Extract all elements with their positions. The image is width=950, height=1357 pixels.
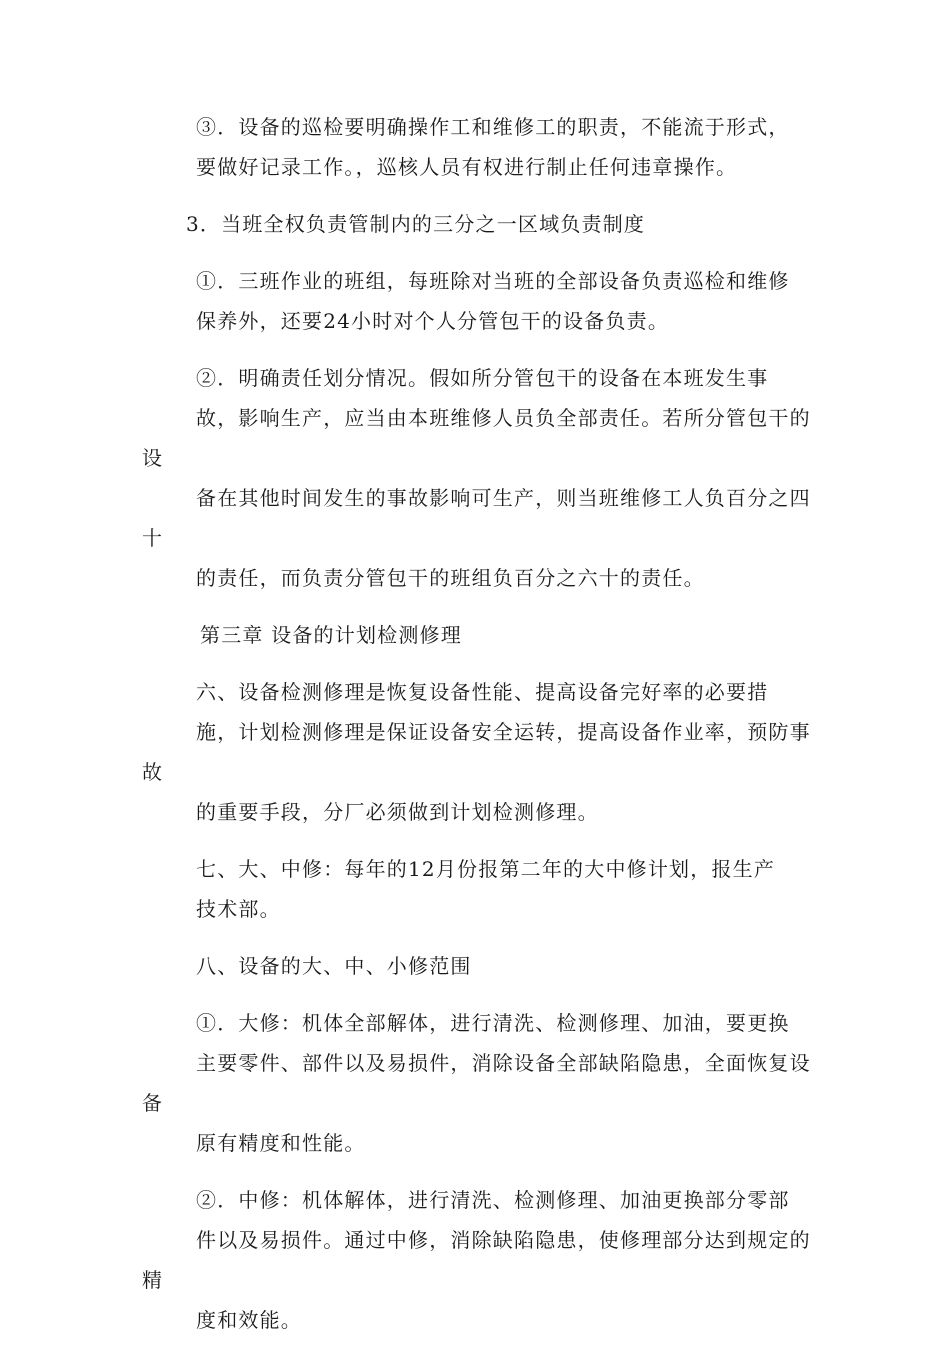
text-line: 度和效能。: [196, 1308, 302, 1332]
paragraph-item-seven: [142, 849, 812, 929]
paragraph-item-eight: [142, 946, 812, 986]
text-line: ①．三班作业的班组，每班除对当班的全部设备负责巡检和维修: [196, 269, 790, 293]
text-line: 件以及易损件。通过中修，消除缺陷隐患，使修理部分达到规定的精: [142, 1228, 811, 1292]
text-line: 原有精度和性能。: [196, 1131, 366, 1155]
text-line: 的重要手段，分厂必须做到计划检测修理。: [196, 800, 599, 824]
text-line: ②．中修：机体解体，进行清洗、检测修理、加油更换部分零部: [196, 1188, 790, 1212]
paragraph-inspection-duties: [142, 107, 812, 187]
text-line: 六、设备检测修理是恢复设备性能、提高设备完好率的必要措: [196, 680, 769, 704]
text-line: 技术部。: [196, 897, 281, 921]
text-line: 备在其他时间发生的事故影响可生产，则当班维修工人负百分之四十: [142, 486, 811, 550]
text-line: 保养外，还要24小时对个人分管包干的设备负责。: [196, 309, 670, 333]
text-line: 七、大、中修：每年的12月份报第二年的大中修计划，报生产: [196, 857, 776, 881]
text-line: 施，计划检测修理是保证设备安全运转，提高设备作业率，预防事故: [142, 720, 811, 784]
text-line: 故，影响生产，应当由本班维修人员负全部责任。若所分管包干的设: [142, 406, 811, 470]
text-line: 第三章 设备的计划检测修理: [200, 623, 462, 647]
text-line: 八、设备的大、中、小修范围: [196, 954, 472, 978]
chapter-heading: [142, 615, 812, 655]
text-line: ③．设备的巡检要明确操作工和维修工的职责，不能流于形式，: [196, 115, 790, 139]
text-line: 要做好记录工作。，巡核人员有权进行制止任何违章操作。: [196, 155, 738, 179]
paragraph-responsibility-division: [142, 358, 812, 598]
text-line: 主要零件、部件以及易损件，消除设备全部缺陷隐患，全面恢复设备: [142, 1051, 811, 1115]
section-heading-shift-responsibility: [142, 204, 812, 244]
text-line: ①．大修：机体全部解体，进行清洗、检测修理、加油，要更换: [196, 1011, 790, 1035]
paragraph-medium-repair: [142, 1180, 812, 1340]
paragraph-three-shift-team: [142, 261, 812, 341]
text-line: 的责任，而负责分管包干的班组负百分之六十的责任。: [196, 566, 705, 590]
document-body: [142, 107, 812, 1357]
paragraph-item-six: [142, 672, 812, 832]
paragraph-major-repair: [142, 1003, 812, 1163]
text-line: ②．明确责任划分情况。假如所分管包干的设备在本班发生事: [196, 366, 769, 390]
text-line: 3．当班全权负责管制内的三分之一区域负责制度: [186, 212, 646, 236]
